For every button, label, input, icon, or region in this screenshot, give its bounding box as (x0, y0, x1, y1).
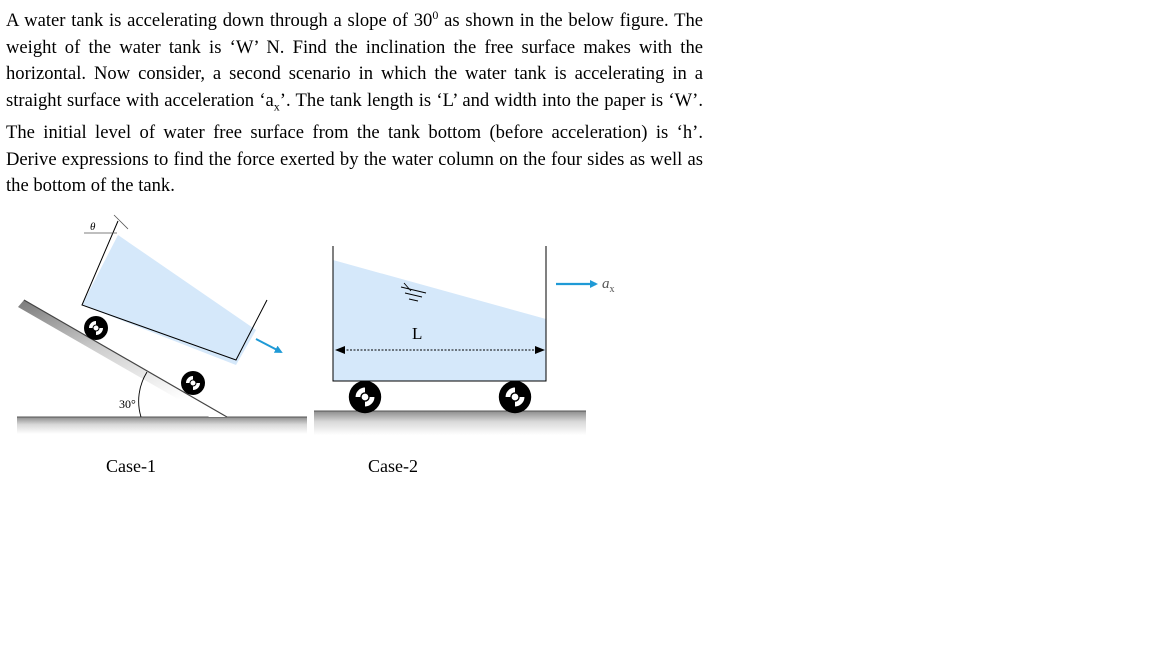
case1-wheel-front (181, 371, 205, 395)
accel-label: $a_x$ (602, 276, 615, 295)
accel-subscript: x (609, 284, 615, 295)
theta-label: θ (90, 221, 96, 233)
problem-statement (6, 2, 703, 200)
tank-figure (0, 200, 620, 450)
case2-water (333, 260, 546, 381)
problem-text-2: as shown in the below figure. The weight of the water tank is ‘W’ N. Find the inclination the free surface makes with the horizontal. Now consider, a second scenario in which the water tank is accelerating in a straight surface with acceleration ‘a (6, 10, 703, 111)
x-subscript: x (273, 99, 280, 114)
case1-wheel-rear (84, 316, 108, 340)
case1-accel-arrow (256, 339, 281, 352)
case1-ground (17, 417, 307, 434)
case2-ground (314, 411, 586, 435)
problem-text-3: ’. The tank length is ‘L’ and width into the paper is ‘W’. The initial level of water free surface from the tank bottom (before acceleration) is ‘h’. Derive expressions to find the force exerted by the water column on the four sides as well as the bottom of the tank. (6, 89, 703, 197)
case1-water (82, 235, 256, 365)
slope-angle-label: 30° (119, 397, 136, 411)
length-label: L (412, 324, 423, 343)
case1-caption: Case-1 (106, 456, 156, 476)
degree-superscript: 0 (432, 8, 439, 22)
case2-diagram (314, 246, 615, 435)
case2-wheel-left (349, 381, 381, 413)
case2-caption: Case-2 (368, 456, 418, 476)
problem-text-1: A water tank is accelerating down through a slope of 30 (6, 10, 433, 32)
case2-wheel-right (499, 381, 531, 413)
case1-diagram (17, 215, 307, 434)
